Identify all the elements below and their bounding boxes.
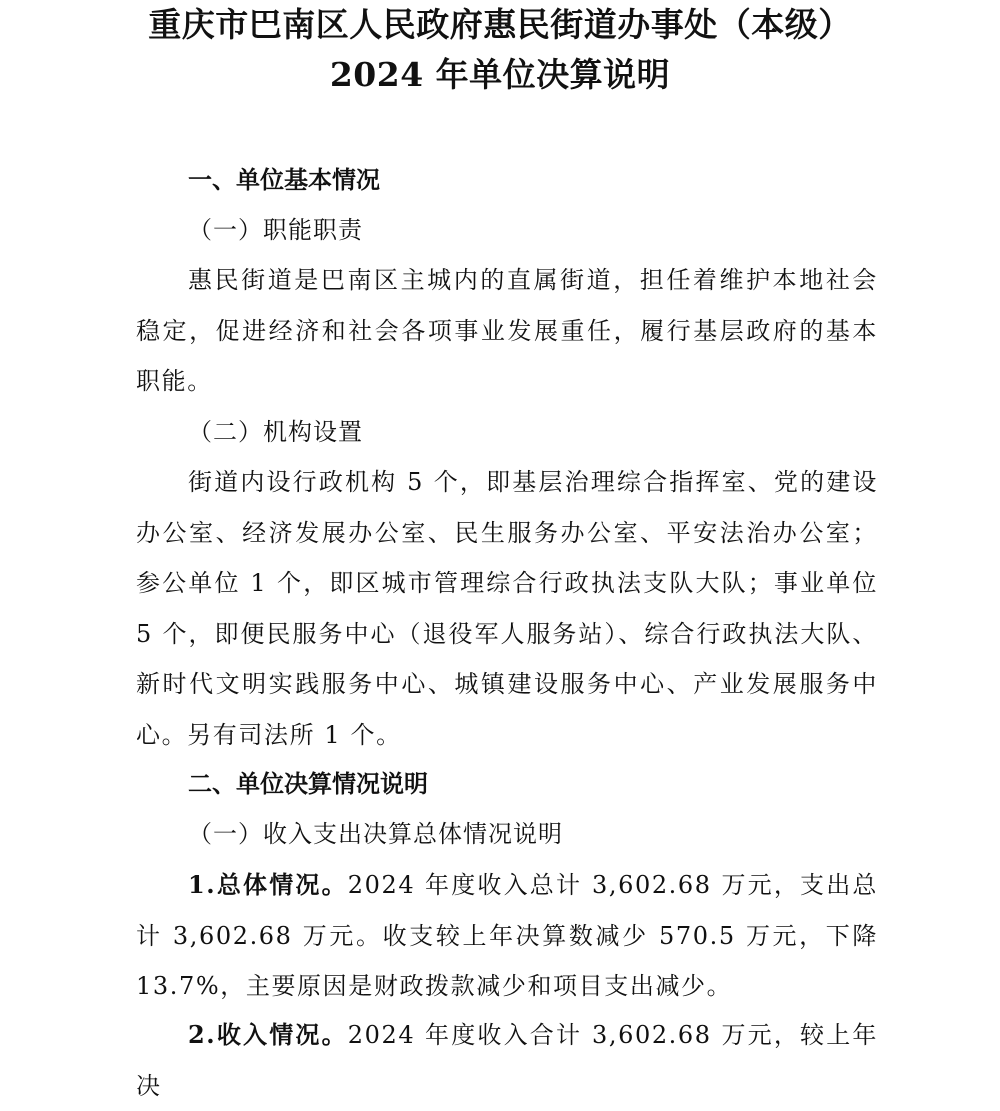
- subsection-heading-functions: （一）职能职责: [188, 216, 363, 244]
- item-label-overall: 1.总体情况。: [188, 870, 348, 899]
- paragraph-overall-situation: [136, 860, 878, 1012]
- subsection-heading-organization: （二）机构设置: [188, 418, 363, 446]
- subsection-heading-overview: （一）收入支出决算总体情况说明: [188, 820, 563, 848]
- item-label-income: 2.收入情况。: [188, 1020, 348, 1049]
- document-title-line2: 2024 年单位决算说明: [329, 55, 671, 94]
- item-text-overall: 2024 年度收入总计 3,602.68 万元，支出总计 3,602.68 万元。收支较上年决算数减少 570.5 万元，下降 13.7%，主要原因是财政拨款减少和项目支出减少。: [136, 871, 878, 1000]
- section-heading-basic-info: 一、单位基本情况: [188, 166, 380, 194]
- item-text-income: 2024 年度收入合计 3,602.68 万元，较上年决: [136, 1021, 878, 1100]
- document-title-line1: 重庆市巴南区人民政府惠民街道办事处（本级）: [148, 5, 852, 44]
- section-heading-final-accounts: 二、单位决算情况说明: [188, 770, 428, 798]
- paragraph-organization: 街道内设行政机构 5 个，即基层治理综合指挥室、党的建设办公室、经济发展办公室、民生服务办公室、平安法治办公室；参公单位 1 个，即区城市管理综合行政执法支队大队；事业单位 5 个，即便民服务中心（退役军人服务站）、综合行政执法大队、新时代文明实践服务中心、城镇建设服务中心、产业发展服务中心。另有司法所 1 个。: [136, 468, 878, 749]
- paragraph-income-situation: [136, 1010, 878, 1111]
- paragraph-functions: 惠民街道是巴南区主城内的直属街道，担任着维护本地社会稳定，促进经济和社会各项事业发展重任，履行基层政府的基本职能。: [136, 266, 878, 395]
